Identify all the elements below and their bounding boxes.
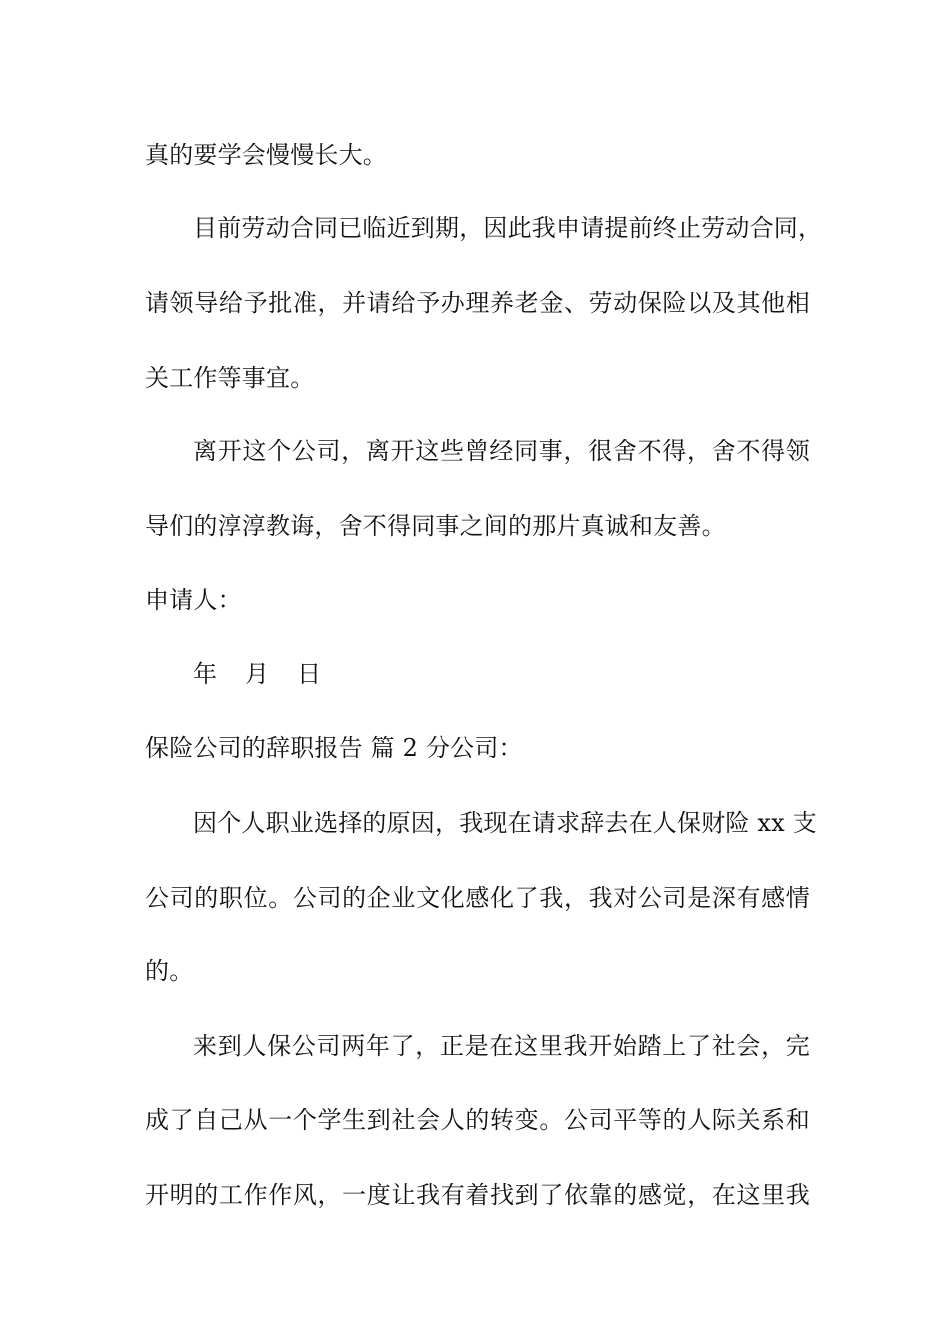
paragraph-line: 请领导给予批准，并请给予办理养老金、劳动保险以及其他相 bbox=[145, 289, 810, 317]
paragraph-line: 成了自己从一个学生到社会人的转变。公司平等的人际关系和 bbox=[145, 1106, 810, 1134]
date-line bbox=[193, 659, 810, 689]
paragraph-line: 公司的职位。公司的企业文化感化了我，我对公司是深有感情 bbox=[145, 884, 810, 912]
paragraph-line: 开明的工作作风，一度让我有着找到了依靠的感觉，在这里我 bbox=[145, 1181, 810, 1209]
date-month: 月 bbox=[245, 660, 270, 688]
date-day: 日 bbox=[297, 660, 322, 688]
applicant-label: 申请人： bbox=[145, 586, 242, 614]
paragraph-line: 导们的淳淳教诲，舍不得同事之间的那片真诚和友善。 bbox=[145, 512, 726, 540]
paragraph-line: 目前劳动合同已临近到期，因此我申请提前终止劳动合同， bbox=[193, 214, 823, 242]
paragraph-line: 离开这个公司，离开这些曾经同事，很舍不得，舍不得领 bbox=[193, 437, 810, 465]
date-year: 年 bbox=[193, 660, 218, 688]
paragraph-line: 关工作等事宜。 bbox=[145, 364, 315, 392]
section-heading: 保险公司的辞职报告 篇 2 分公司： bbox=[145, 734, 523, 762]
paragraph-line: 因个人职业选择的原因，我现在请求辞去在人保财险 xx 支 bbox=[193, 809, 817, 837]
paragraph-line: 的。 bbox=[145, 957, 194, 985]
paragraph-line: 真的要学会慢慢长大。 bbox=[145, 141, 387, 169]
paragraph-line: 来到人保公司两年了，正是在这里我开始踏上了社会，完 bbox=[193, 1032, 810, 1060]
